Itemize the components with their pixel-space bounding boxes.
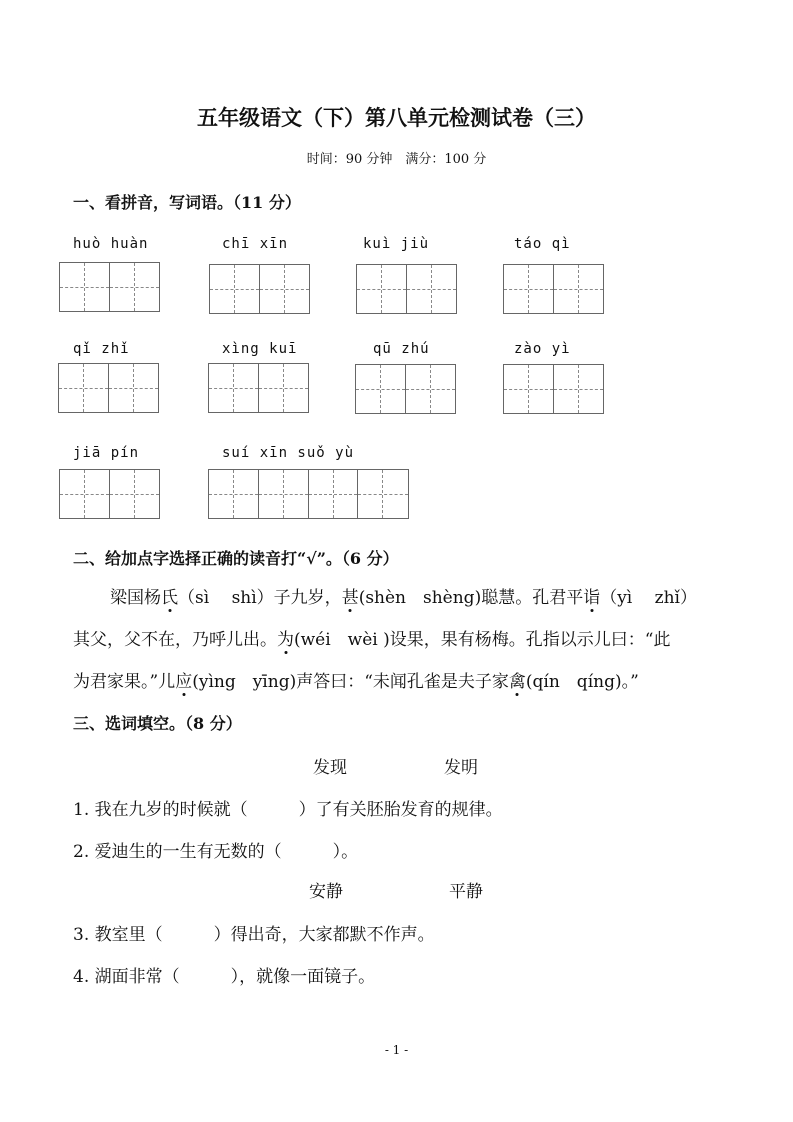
- question-item: 3. 教室里（ ）得出奇，大家都默不作声。: [73, 925, 435, 945]
- passage-line: 梁国杨氏（sì shì）子九岁，甚(shèn shèng)聪慧。孔君平诣（yì zhǐ）: [110, 588, 697, 608]
- writing-grid[interactable]: [208, 363, 309, 413]
- dotted-char: 氏: [161, 588, 178, 608]
- question-item: 4. 湖面非常（ ），就像一面镜子。: [73, 967, 376, 987]
- section-3-heading: 三、选词填空。（8 分）: [73, 714, 242, 733]
- writing-grid[interactable]: [209, 264, 310, 314]
- exam-info: 时间：90 分钟 满分：100 分: [306, 152, 487, 167]
- question-item: 2. 爱迪生的一生有无数的（ ）。: [73, 842, 359, 862]
- section-2-heading: 二、给加点字选择正确的读音打“√”。（6 分）: [73, 549, 399, 568]
- pinyin-label: kuì jiù: [363, 236, 430, 252]
- pinyin-label: huò huàn: [73, 236, 149, 252]
- dotted-char: 甚: [341, 588, 359, 608]
- word-choice: 平静: [449, 882, 483, 902]
- writing-grid[interactable]: [503, 264, 604, 314]
- section-1-heading: 一、看拼音，写词语。（11 分）: [73, 193, 301, 212]
- question-item: 1. 我在九岁的时候就（ ）了有关胚胎发育的规律。: [73, 800, 503, 820]
- writing-grid[interactable]: [59, 262, 160, 312]
- word-choice: 发现: [313, 758, 347, 778]
- pinyin-label: chī xīn: [222, 236, 289, 252]
- page-number: - 1 -: [384, 1043, 409, 1057]
- dotted-char: 应: [175, 672, 193, 692]
- writing-grid[interactable]: [355, 364, 456, 414]
- pinyin-label: jiā pín: [73, 445, 140, 461]
- pinyin-label: suí xīn suǒ yù: [222, 445, 355, 461]
- writing-grid[interactable]: [208, 469, 409, 519]
- page-title: 五年级语文（下）第八单元检测试卷（三）: [197, 105, 596, 130]
- dotted-char: 为: [277, 630, 294, 650]
- dotted-char: 禽: [508, 672, 526, 692]
- writing-grid[interactable]: [503, 364, 604, 414]
- pinyin-label: zào yì: [514, 341, 571, 357]
- writing-grid[interactable]: [59, 469, 160, 519]
- pinyin-label: qǐ zhǐ: [73, 341, 130, 357]
- writing-grid[interactable]: [356, 264, 457, 314]
- pinyin-label: xìng kuī: [222, 341, 298, 357]
- pinyin-label: táo qì: [514, 236, 571, 252]
- word-choice: 安静: [309, 882, 343, 902]
- passage-line: 为君家果。”儿应(yìng yīng)声答曰：“未闻孔雀是夫子家禽(qín qíng)。”: [73, 672, 639, 692]
- word-choice: 发明: [444, 758, 478, 778]
- writing-grid[interactable]: [58, 363, 159, 413]
- passage-line: 其父，父不在，乃呼儿出。为(wéi wèi )设果，果有杨梅。孔指以示儿曰：“此: [73, 630, 671, 650]
- dotted-char: 诣: [583, 588, 601, 608]
- pinyin-label: qū zhú: [373, 341, 430, 357]
